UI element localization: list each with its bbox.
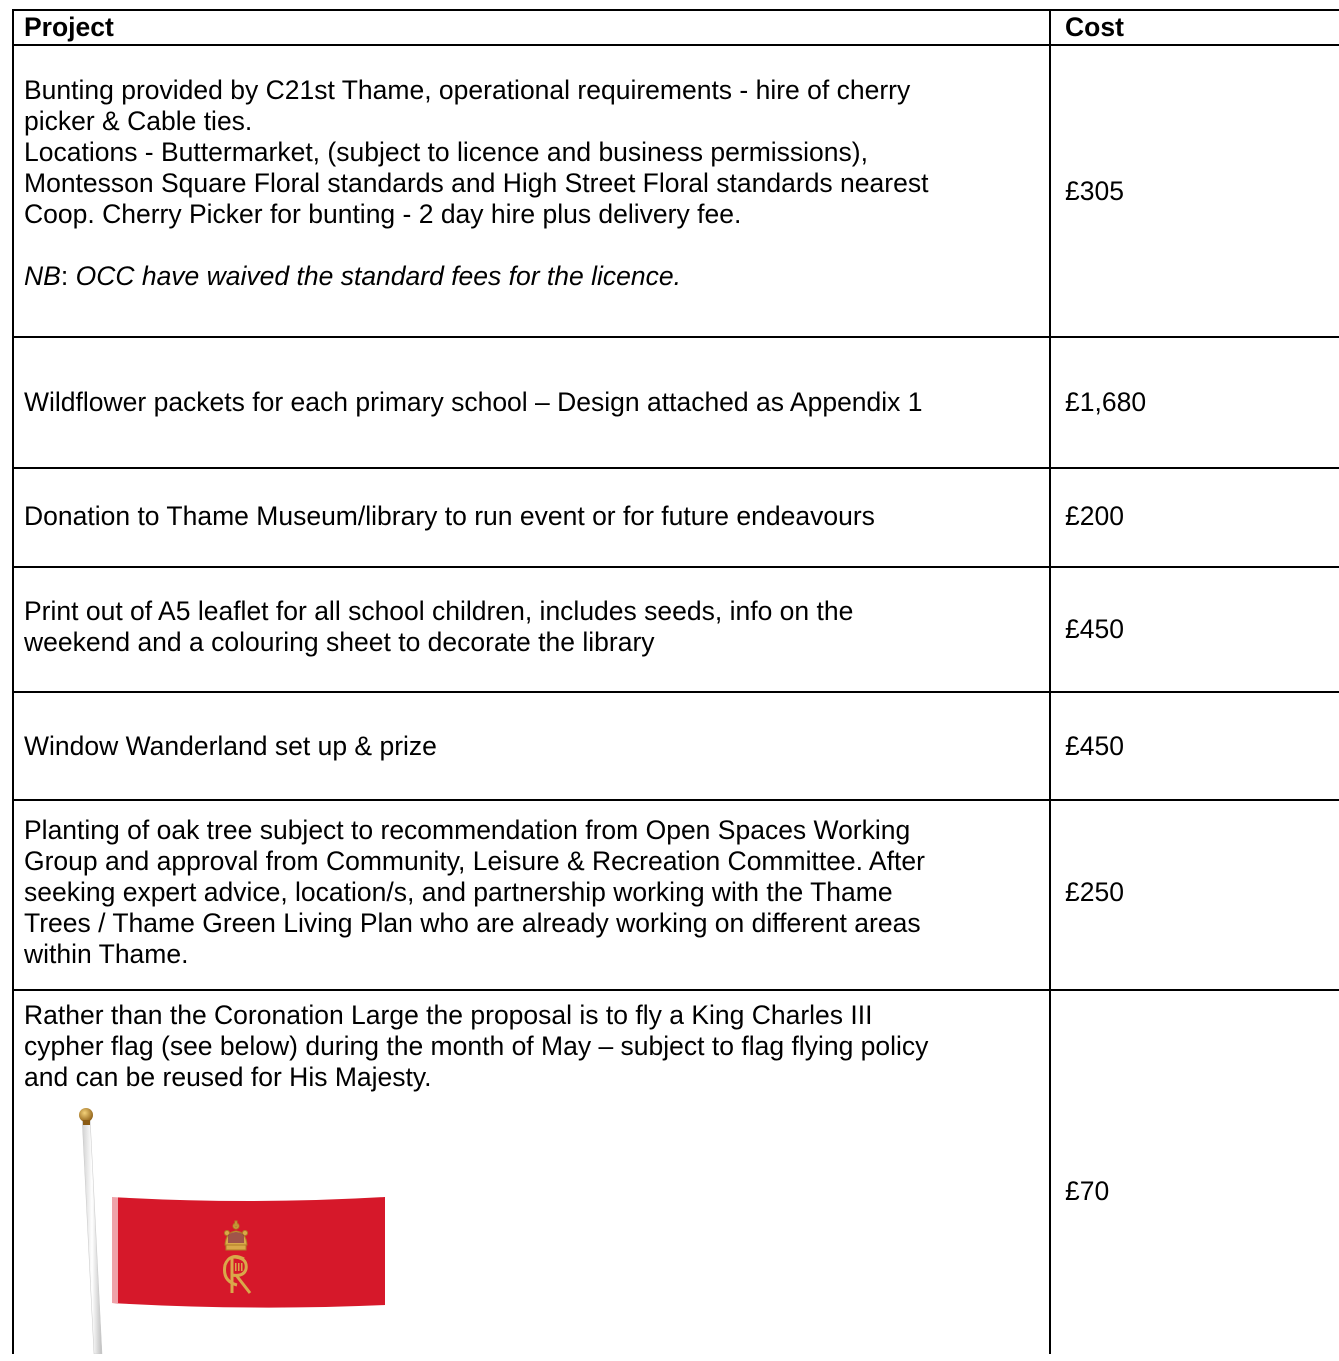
text-line: Planting of oak tree subject to recommendation from Open Spaces Working <box>24 815 911 845</box>
note-label: NB <box>24 261 61 291</box>
text-line: Locations - Buttermarket, (subject to licence and business permissions), <box>24 137 868 167</box>
text-line: Coop. Cherry Picker for bunting - 2 day hire plus delivery fee. <box>24 199 742 229</box>
king-charles-cypher-flag-image <box>70 1105 400 1354</box>
note-separator: : <box>60 261 69 291</box>
header-divider <box>12 44 1339 46</box>
text-line: picker & Cable ties. <box>24 106 253 136</box>
table-border-top <box>12 9 1339 11</box>
row-project-leaflet <box>24 596 853 658</box>
row-cost: £450 <box>1065 614 1124 644</box>
row-divider <box>12 691 1339 693</box>
text-line: Donation to Thame Museum/library to run event or for future endeavours <box>24 501 875 531</box>
text-line: Group and approval from Community, Leisure & Recreation Committee. After <box>24 846 925 876</box>
row-divider <box>12 799 1339 801</box>
text-line: Montesson Square Floral standards and High Street Floral standards nearest <box>24 168 929 198</box>
text-line: Trees / Thame Green Living Plan who are already working on different areas <box>24 908 921 938</box>
text-line: within Thame. <box>24 939 189 969</box>
header-project: Project <box>24 12 114 42</box>
row-project-flag <box>24 1000 1044 1093</box>
row-divider <box>12 989 1339 991</box>
row-cost: £305 <box>1065 176 1124 206</box>
row-cost: £450 <box>1065 731 1124 761</box>
text-line: seeking expert advice, location/s, and partnership working with the Thame <box>24 877 893 907</box>
licence-note <box>24 261 1044 292</box>
text-line: Window Wanderland set up & prize <box>24 731 437 761</box>
text-line: Print out of A5 leaflet for all school children, includes seeds, info on the <box>24 596 854 626</box>
table-border-left <box>12 9 14 1354</box>
column-divider <box>1049 9 1051 1354</box>
row-project-oak-tree <box>24 815 1044 970</box>
row-divider <box>12 336 1339 338</box>
row-cost: £200 <box>1065 501 1124 531</box>
text-line: Wildflower packets for each primary school – Design attached as Appendix 1 <box>24 387 923 417</box>
text-line: Rather than the Coronation Large the proposal is to fly a King Charles III <box>24 1000 873 1030</box>
row-project-donation <box>24 501 875 532</box>
text-line: and can be reused for His Majesty. <box>24 1062 432 1092</box>
row-cost: £1,680 <box>1065 387 1147 417</box>
row-project-window-wanderland <box>24 731 437 762</box>
row-divider <box>12 566 1339 568</box>
row-project-wildflower <box>24 387 923 418</box>
row-cost: £250 <box>1065 877 1124 907</box>
text-line: weekend and a colouring sheet to decorate the library <box>24 627 655 657</box>
row-divider <box>12 467 1339 469</box>
text-line: Bunting provided by C21st Thame, operational requirements - hire of cherry <box>24 75 911 105</box>
note-text: OCC have waived the standard fees for the licence. <box>75 261 681 291</box>
header-cost: Cost <box>1065 12 1124 42</box>
text-line: cypher flag (see below) during the month of May – subject to flag flying policy <box>24 1031 929 1061</box>
row-project-bunting <box>24 75 1044 292</box>
flag-icon <box>70 1105 400 1354</box>
row-cost: £70 <box>1065 1176 1110 1206</box>
